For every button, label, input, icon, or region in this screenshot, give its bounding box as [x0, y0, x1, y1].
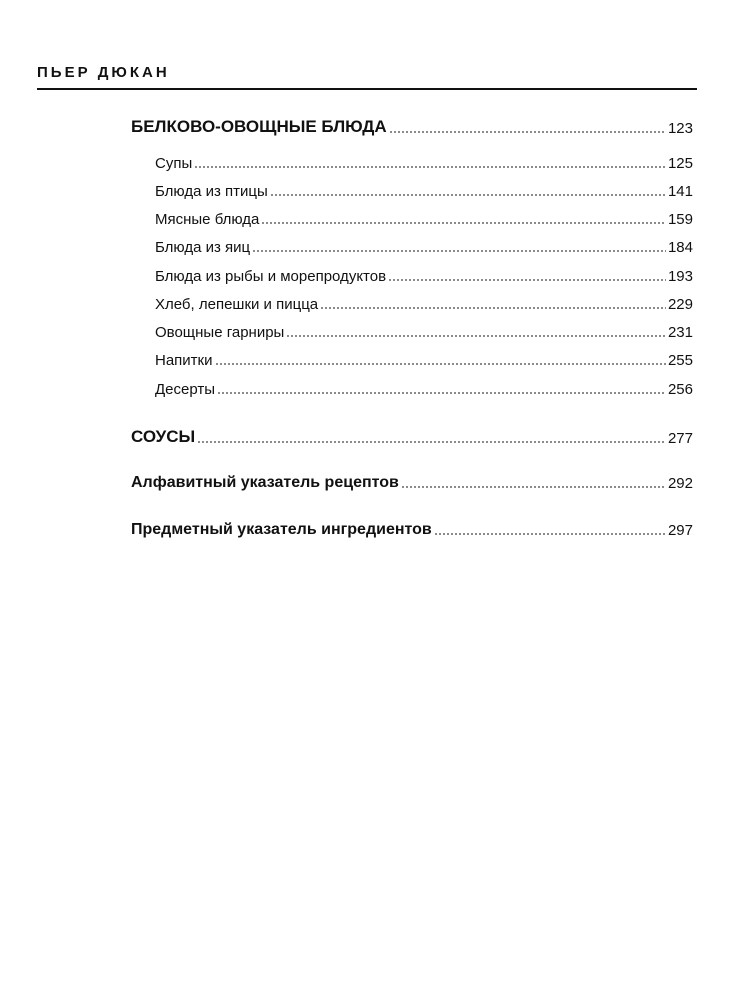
toc-entry-fish [155, 268, 693, 285]
toc-entry-alpha-index [131, 474, 693, 492]
toc-entry-page: 277 [667, 430, 693, 447]
toc-entry-title: Напитки [155, 352, 213, 369]
dot-leader [261, 222, 666, 224]
toc-entry-page: 184 [667, 239, 693, 256]
toc-entry-page: 193 [667, 268, 693, 285]
toc-entry-title: Хлеб, лепешки и пицца [155, 296, 319, 313]
toc-entry-meat [155, 211, 693, 228]
toc-entry-page: 297 [667, 522, 693, 539]
toc-entry-page: 231 [667, 324, 693, 341]
toc-entry-page: 123 [667, 120, 693, 137]
dot-leader [270, 194, 666, 196]
running-header-author: ПЬЕР ДЮКАН [37, 64, 170, 81]
dot-leader [194, 166, 666, 168]
toc-entry-title: Овощные гарниры [155, 324, 285, 341]
dot-leader [401, 486, 666, 488]
toc-entry-title: Предметный указатель ингредиентов [131, 521, 432, 538]
toc-entry-title: Супы [155, 155, 193, 172]
dot-leader [217, 392, 666, 394]
toc-entry-title: Блюда из рыбы и морепродуктов [155, 268, 387, 285]
toc-entry-section2 [131, 427, 693, 447]
toc-entry-title: Алфавитный указатель рецептов [131, 474, 399, 491]
toc-entry-page: 159 [667, 211, 693, 228]
toc-entry-eggs [155, 239, 693, 256]
dot-leader [215, 363, 666, 365]
toc-entry-ingredient-index [131, 521, 693, 539]
dot-leader [434, 533, 666, 535]
toc-entry-title: Блюда из яиц [155, 239, 251, 256]
toc-entry-bread [155, 296, 693, 313]
dot-leader [286, 335, 666, 337]
toc-entry-page: 125 [667, 155, 693, 172]
toc-entry-title: БЕЛКОВО-ОВОЩНЫЕ БЛЮДА [131, 117, 387, 136]
toc-entry-page: 256 [667, 381, 693, 398]
dot-leader [320, 307, 666, 309]
toc-entry-soups [155, 155, 693, 172]
toc-entry-vegetables [155, 324, 693, 341]
toc-entry-drinks [155, 352, 693, 369]
toc-entry-title: Блюда из птицы [155, 183, 268, 200]
toc-entry-title: СОУСЫ [131, 427, 196, 446]
toc-entry-poultry [155, 183, 693, 200]
toc-entry-title: Десерты [155, 381, 216, 398]
toc-entry-page: 141 [667, 183, 693, 200]
header-rule [37, 88, 697, 90]
toc-entry-section1 [131, 117, 693, 137]
dot-leader [252, 250, 666, 252]
toc-entry-desserts [155, 381, 693, 398]
dot-leader [389, 131, 666, 133]
toc-entry-page: 255 [667, 352, 693, 369]
toc-entry-page: 229 [667, 296, 693, 313]
dot-leader [388, 279, 666, 281]
dot-leader [197, 441, 666, 443]
toc-entry-page: 292 [667, 475, 693, 492]
toc-entry-title: Мясные блюда [155, 211, 260, 228]
